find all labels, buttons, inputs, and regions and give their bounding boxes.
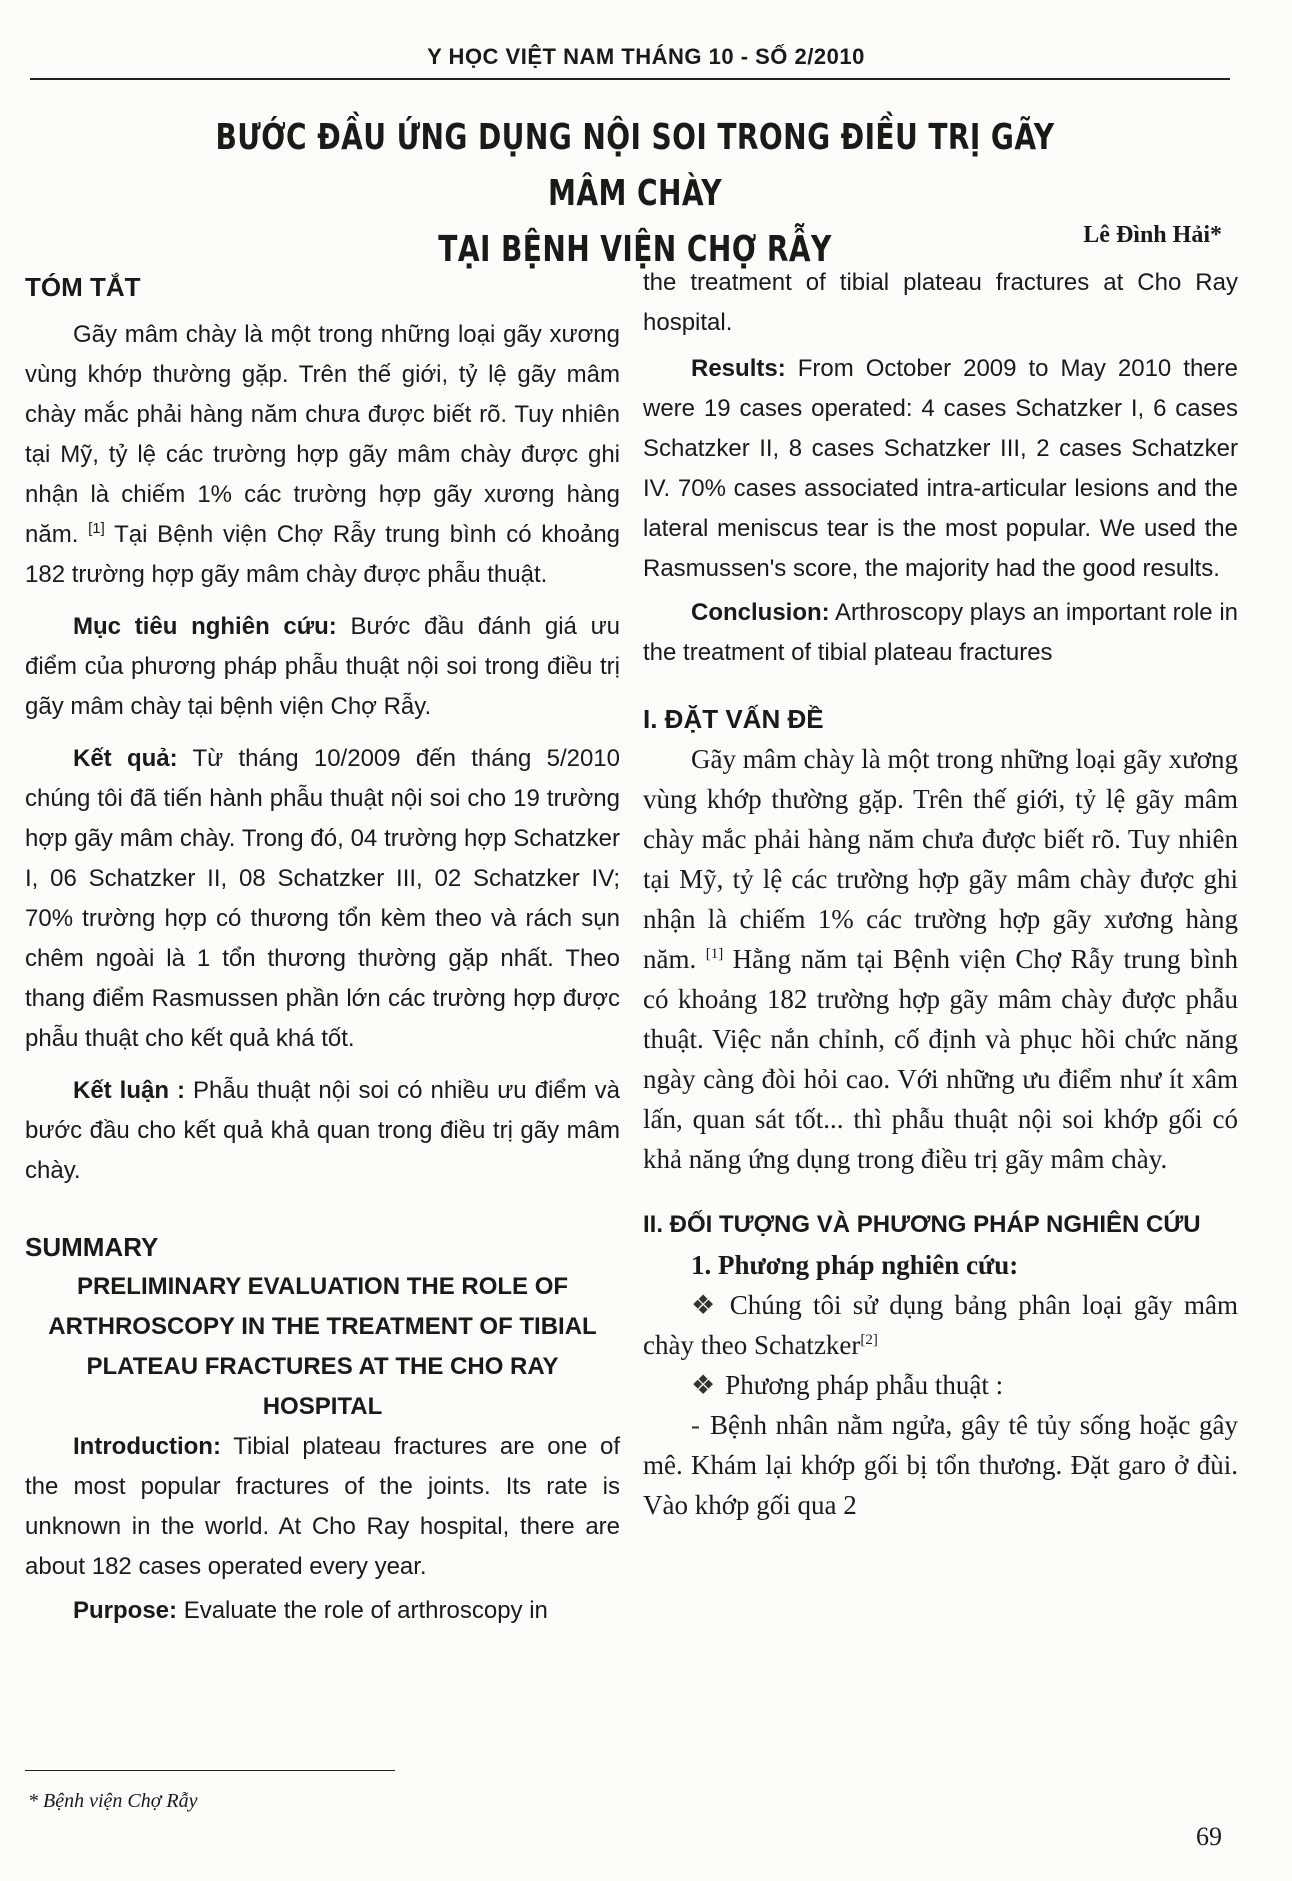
conclusion-text: Phẫu thuật nội soi có nhiều ưu điểm và bước đầu cho kết quả khả quan trong điều trị gãy mâm chày. [25,1077,620,1184]
left-column [25,272,621,1631]
conclusion-label: Kết luận : [73,1077,185,1104]
footnote-rule [25,1770,395,1771]
section-1-heading: I. ĐẶT VẤN ĐỀ [643,704,824,734]
author: Lê Đình Hải* [1083,222,1222,248]
objective-label: Mục tiêu nghiên cứu: [73,613,337,640]
footnote: * Bệnh viện Chợ Rẫy [28,1790,198,1812]
conclusion-en-paragraph [643,593,1238,673]
results-en-paragraph [643,349,1238,589]
article-title [187,110,1084,278]
objective-paragraph [25,607,620,727]
page-number: 69 [1196,1822,1222,1851]
dash-item-1 [643,1405,1238,1525]
dash-bullet: - [691,1410,700,1440]
introduction-label: Introduction: [73,1433,221,1460]
introduction-paragraph [25,1427,620,1587]
citation-ref: [2] [860,1332,878,1348]
purpose-text: Evaluate the role of arthroscopy in [183,1597,548,1624]
bullet-item-1 [643,1285,1238,1365]
summary-title: PRELIMINARY EVALUATION THE ROLE OF ARTHROSCOPY IN THE TREATMENT OF TIBIAL PLATEAU FRACTURES AT THE CHO RAY HOSPITAL [48,1273,597,1420]
running-head: Y HỌC VIỆT NAM THÁNG 10 - SỐ 2/2010 [427,44,865,69]
title-line-1: BƯỚC ĐẦU ỨNG DỤNG NỘI SOI TRONG ĐIỀU TRỊ GÃY MÂM CHÀY [215,117,1055,214]
conclusion-en-text: Arthroscopy plays an important role in the treatment of tibial plateau fractures [643,599,1239,666]
abstract-paragraph [25,315,620,595]
citation-ref: [1] [705,946,724,962]
purpose-continued: the treatment of tibial plateau fractures at Cho Ray hospital. [643,269,1238,336]
section-1-paragraph [643,739,1238,1179]
section-1-text-tail: Hằng năm tại Bệnh viện Chợ Rẫy trung bình có khoảng 182 trường hợp gãy mâm chày được phẫu thuật. Việc nắn chỉnh, cố định và phục hồi chức năng ngày càng đòi hỏi cao. Với những ưu điểm như ít xâm lấn, quan sát tốt... thì phẫu thuật nội soi khớp gối có khả năng ứng dụng trong điều trị gãy mâm chày. [643,944,1238,1174]
results-en-label: Results: [691,355,786,382]
dash-text-1: Bệnh nhân nằm ngửa, gây tê tủy sống hoặc gây mê. Khám lại khớp gối bị tổn thương. Đặt garo ở đùi. Vào khớp gối qua 2 [643,1410,1238,1520]
section-1-text: Gãy mâm chày là một trong những loại gãy xương vùng khớp thường gặp. Trên thế giới, tỷ lệ gãy mâm chày mắc phải hàng năm chưa được biết rõ. Tuy nhiên tại Mỹ, tỷ lệ các trường hợp gãy mâm chày được ghi nhận là chiếm 1% các trường hợp gãy xương hàng năm. [643,744,1238,974]
title-line-2: TẠI BỆNH VIỆN CHỢ RẪY [438,229,832,270]
right-column [643,269,1239,1525]
citation-ref: [1] [88,520,105,537]
results-paragraph [25,739,620,1059]
bullet-item-2 [643,1365,1238,1405]
results-en-text: From October 2009 to May 2010 there were 19 cases operated: 4 cases Schatzker I, 6 cases Schatzker II, 8 cases Schatzker III, 2 cases Schatzker IV. 70% cases associated intra-articular lesions and the lateral meniscus tear is the most popular. We used the Rasmussen's score, the majority had the good results. [643,355,1238,582]
results-label: Kết quả: [73,745,178,772]
introduction-text: Tibial plateau fractures are one of the most popular fractures of the joints. Its rate is unknown in the world. At Cho Ray hospital, there are about 182 cases operated every year. [25,1433,620,1580]
diamond-bullet-icon: ❖ [691,1370,716,1400]
diamond-bullet-icon: ❖ [691,1290,720,1320]
conclusion-en-label: Conclusion: [691,599,830,626]
subsection-1-heading: 1. Phương pháp nghiên cứu: [691,1250,1019,1280]
header-rule [30,78,1230,80]
objective-text: Bước đầu đánh giá ưu điểm của phương pháp phẫu thuật nội soi trong điều trị gãy mâm chày tại bệnh viện Chợ Rẫy. [25,613,620,720]
section-2-heading: II. ĐỐI TƯỢNG VÀ PHƯƠNG PHÁP NGHIÊN CỨU [643,1211,1201,1238]
abstract-text: Gãy mâm chày là một trong những loại gãy xương vùng khớp thường gặp. Trên thế giới, tỷ lệ gãy mâm chày mắc phải hàng năm chưa được biết rõ. Tuy nhiên tại Mỹ, tỷ lệ các trường hợp gãy mâm chày được ghi nhận là chiếm 1% các trường hợp gãy xương hàng năm. [25,321,620,548]
purpose-label: Purpose: [73,1597,178,1624]
conclusion-paragraph [25,1071,620,1191]
bullet-text-1: Chúng tôi sử dụng bảng phân loại gãy mâm chày theo Schatzker [643,1290,1238,1360]
abstract-text-tail: Tại Bệnh viện Chợ Rẫy trung bình có khoảng 182 trường hợp gãy mâm chày được phẫu thuật. [25,521,621,588]
purpose-paragraph [25,1591,620,1631]
summary-heading: SUMMARY [25,1232,159,1262]
results-text: Từ tháng 10/2009 đến tháng 5/2010 chúng tôi đã tiến hành phẫu thuật nội soi cho 19 trường hợp gãy mâm chày. Trong đó, 04 trường hợp Schatzker I, 06 Schatzker II, 08 Schatzker III, 02 Schatzker IV; 70% trường hợp có thương tổn kèm theo và rách sụn chêm ngoài là 1 tổn thương thường gặp nhất. Theo thang điểm Rasmussen phần lớn các trường hợp được phẫu thuật cho kết quả khá tốt. [25,745,620,1052]
abstract-heading: TÓM TẮT [25,272,141,302]
bullet-text-2: Phương pháp phẫu thuật : [725,1370,1004,1400]
